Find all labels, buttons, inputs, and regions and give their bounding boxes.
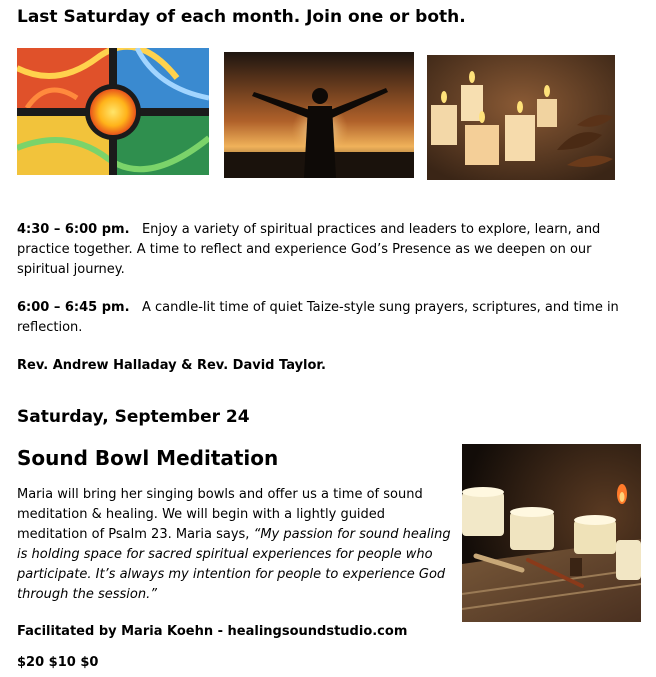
mosaic-image [17, 48, 209, 175]
event-title: Sound Bowl Meditation [17, 446, 279, 470]
session-2-paragraph [17, 298, 641, 338]
session-1-text: Enjoy a variety of spiritual practices and leaders to explore, learn, and practice together. A time to reflect and experience God’s Presence as we deepen on our spiritual journey. [17, 222, 601, 277]
leaders-line: Rev. Andrew Halladay & Rev. David Taylor. [17, 358, 326, 373]
candles-image [427, 55, 615, 180]
event-description [17, 485, 455, 605]
facilitator-line: Facilitated by Maria Koehn - healingsoundstudio.com [17, 624, 408, 639]
session-2-text: A candle-lit time of quiet Taize-style sung prayers, scriptures, and time in reflection. [17, 300, 619, 335]
session-2-time: 6:00 – 6:45 pm. [17, 300, 130, 315]
price-line: $20 $10 $0 [17, 655, 99, 670]
event-date: Saturday, September 24 [17, 407, 250, 427]
session-1-paragraph [17, 220, 641, 280]
session-1-time: 4:30 – 6:00 pm. [17, 222, 130, 237]
page-title: Last Saturday of each month. Join one or both. [17, 7, 466, 27]
singing-bowls-image [462, 444, 641, 622]
event-quote: “My passion for sound healing is holding space for sacred spiritual experiences for people who participate. It’s always my intention for people to experience God through the session.” [17, 527, 451, 602]
event-description-text: Maria will bring her singing bowls and offer us a time of sound meditation & healing. We will begin with a lightly guided meditation of Psalm 23. Maria says, [17, 487, 423, 542]
silhouette-image [224, 52, 414, 178]
